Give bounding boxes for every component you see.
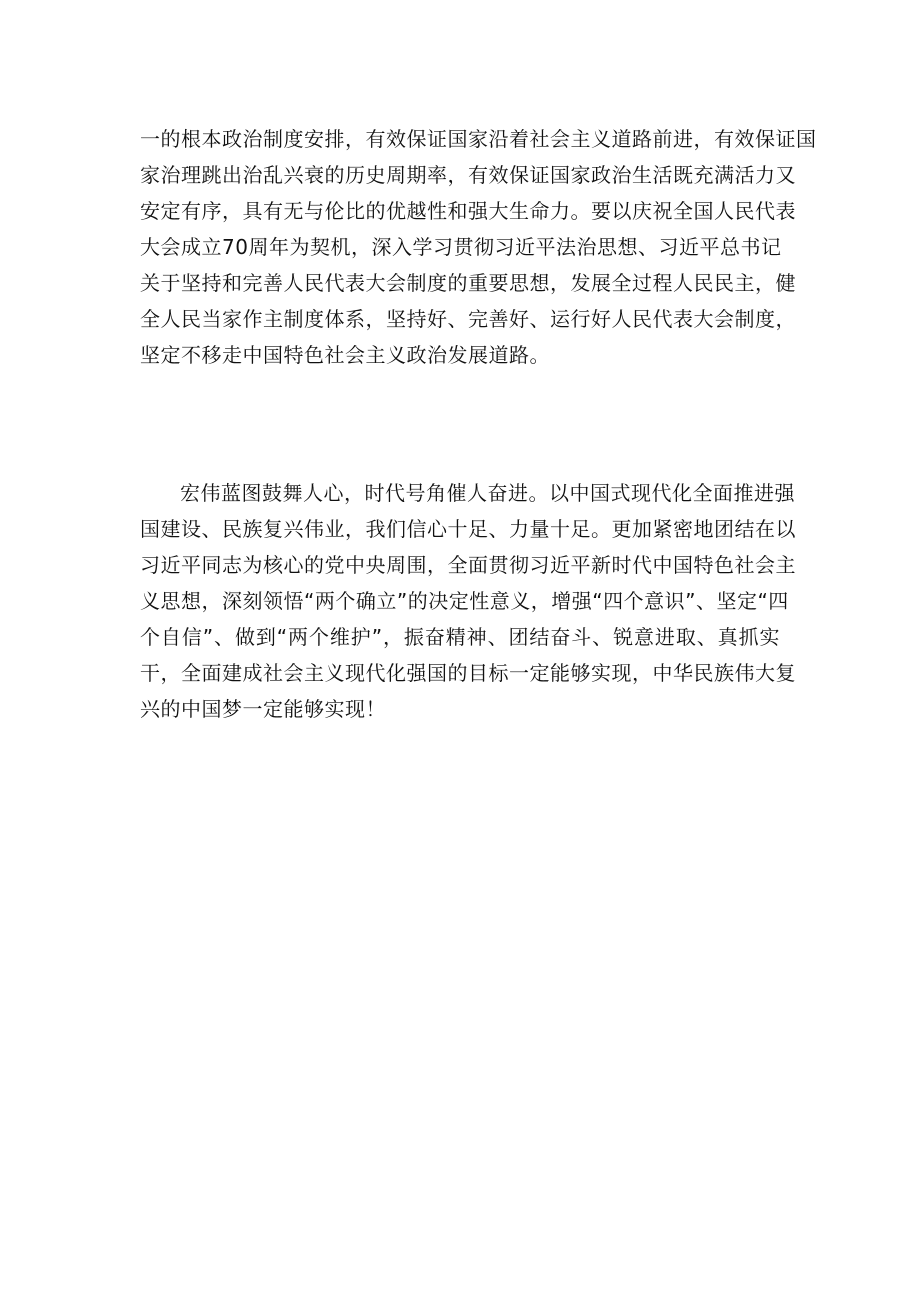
paragraph-2 (140, 475, 796, 727)
paragraph-line: 个自信”、做到“两个维护”，振奋精神、团结奋斗、锐意进取、真抓实 (140, 625, 780, 649)
paragraph-line: 兴的中国梦一定能够实现！ (140, 697, 386, 721)
paragraph-line: 干，全面建成社会主义现代化强国的目标一定能够实现，中华民族伟大复 (140, 661, 796, 685)
paragraph-line: 一的根本政治制度安排，有效保证国家沿着社会主义道路前进，有效保证国 (140, 127, 817, 151)
paragraph-line: 全人民当家作主制度体系，坚持好、完善好、运行好人民代表大会制度， (140, 307, 796, 331)
paragraph-line: 坚定不移走中国特色社会主义政治发展道路。 (140, 343, 550, 367)
paragraph-line: 宏伟蓝图鼓舞人心，时代号角催人奋进。以中国式现代化全面推进强 (180, 481, 795, 505)
paragraph-1 (140, 121, 817, 373)
paragraph-line: 关于坚持和完善人民代表大会制度的重要思想，发展全过程人民民主，健 (140, 271, 796, 295)
paragraph-line: 义思想，深刻领悟“两个确立”的决定性意义，增强“四个意识”、坚定“四 (140, 589, 789, 613)
paragraph-line: 大会成立70周年为契机，深入学习贯彻习近平法治思想、习近平总书记 (140, 235, 782, 259)
paragraph-line: 国建设、民族复兴伟业，我们信心十足、力量十足。更加紧密地团结在以 (140, 517, 796, 541)
paragraph-line: 习近平同志为核心的党中央周围，全面贯彻习近平新时代中国特色社会主 (140, 553, 796, 577)
paragraph-line: 家治理跳出治乱兴衰的历史周期率，有效保证国家政治生活既充满活力又 (140, 163, 796, 187)
paragraph-line: 安定有序，具有无与伦比的优越性和强大生命力。要以庆祝全国人民代表 (140, 199, 796, 223)
